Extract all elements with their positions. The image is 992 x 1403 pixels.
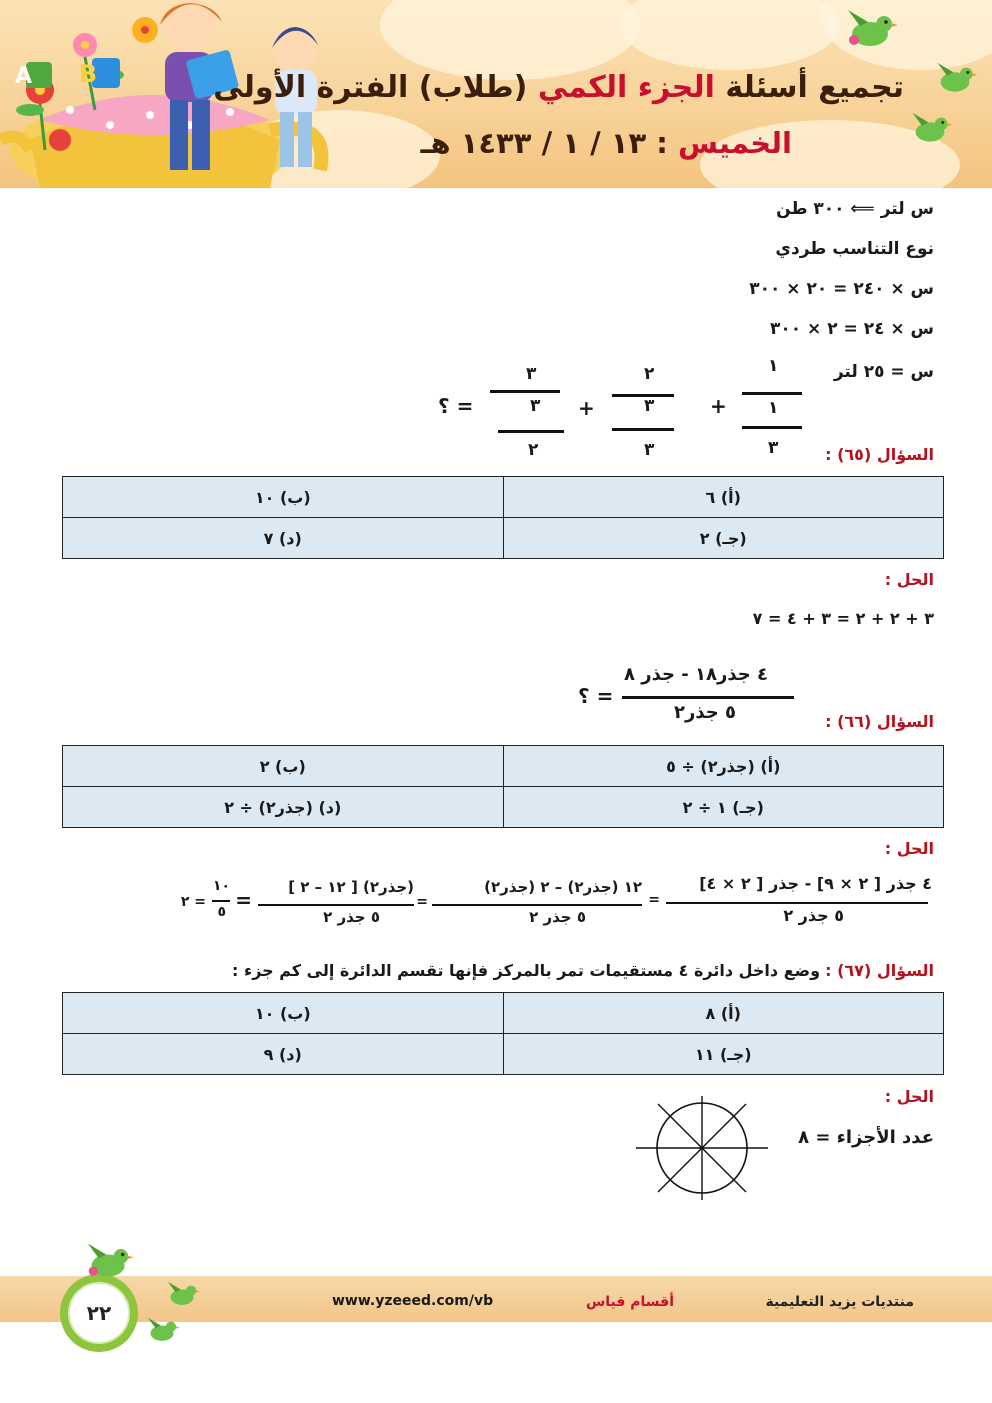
q66-option-d[interactable]: (د) (جذر٢) ÷ ٢	[63, 787, 504, 828]
q65-f2-bar2	[612, 428, 674, 431]
q66-s1-num: ٤ جذر [ ٢ × ٩] - جذر [ ٢ × ٤]	[699, 874, 932, 893]
q66-option-c[interactable]: (جـ) ١ ÷ ٢	[503, 787, 944, 828]
footer-url[interactable]: www.yzeeed.com/vb	[332, 1293, 494, 1309]
q65-f1-top: ١	[768, 356, 779, 376]
footer-forum-name: منتديات يزيد التعليمية	[765, 1294, 914, 1310]
page-number-inner	[68, 1282, 130, 1344]
q66-eq-3: =	[235, 888, 252, 912]
q65-plus-2: +	[578, 396, 595, 420]
title-prefix: تجميع أسئلة	[725, 70, 904, 105]
q67-solution: عدد الأجزاء = ٨	[798, 1127, 934, 1148]
q65-equals: = ؟	[438, 394, 474, 418]
table-row	[63, 993, 944, 1034]
q65-f1-bar1	[742, 392, 802, 395]
bird-icon	[840, 4, 900, 54]
page-header	[0, 0, 992, 188]
q66-equals: = ؟	[578, 684, 614, 708]
bird-icon	[162, 1278, 202, 1310]
q65-f1-mid: ١	[768, 398, 779, 418]
q65-option-a[interactable]: (أ) ٦	[503, 477, 944, 518]
bird-icon	[905, 108, 955, 148]
svg-text:A: A	[14, 64, 32, 89]
footer-section: أقسام قياس	[585, 1294, 674, 1310]
q67-text: وضع داخل دائرة ٤ مستقيمات تمر بالمركز فإنها تقسم الدائرة إلى كم جزء :	[232, 961, 821, 980]
q66-s1-bar	[666, 902, 928, 904]
title-suffix: (طلاب) الفترة الأولى	[213, 70, 528, 105]
q66-fraction-bar	[622, 696, 794, 699]
intro-line-2: نوع التناسب طردي	[775, 239, 934, 259]
q66-eq-1: =	[648, 892, 660, 908]
q65-option-d[interactable]: (د) ٧	[63, 518, 504, 559]
q66-s2-den: ٥ جذر ٢	[529, 908, 586, 926]
q65-solution: ٣ + ٢ + ٢ = ٣ + ٤ = ٧	[752, 609, 934, 628]
q67-option-c[interactable]: (جـ) ١١	[503, 1034, 944, 1075]
intro-line-1: س لتر ⟸ ٣٠٠ طن	[776, 199, 934, 219]
table-row	[63, 746, 944, 787]
q66-option-b[interactable]: (ب) ٢	[63, 746, 504, 787]
q67-label: السؤال (٦٧) :	[825, 961, 934, 980]
q67-option-a[interactable]: (أ) ٨	[503, 993, 944, 1034]
intro-line-3: س × ٢٤٠ = ٢٠ × ٣٠٠	[749, 279, 934, 299]
table-row	[63, 1034, 944, 1075]
table-row	[63, 518, 944, 559]
q65-label: السؤال (٦٥) :	[825, 445, 934, 464]
q66-s2-num: ١٢ (جذر٢) – ٢ (جذر٢)	[484, 878, 642, 896]
q66-s4-num: ١٠	[212, 878, 230, 894]
q65-f1-bar2	[742, 426, 802, 429]
q65-f2-bot: ٣	[644, 440, 655, 460]
q66-numerator: ٤ جذر١٨ - جذر ٨	[624, 664, 768, 685]
date-value: : ١٣ / ١ / ١٤٣٣ هـ	[420, 126, 668, 160]
page-title	[213, 70, 904, 105]
q65-f3-bar1	[490, 390, 560, 393]
svg-text:B: B	[78, 60, 97, 88]
q66-s3-den: ٥ جذر ٢	[323, 908, 380, 926]
q67-question	[232, 961, 934, 980]
q66-eq-2: =	[416, 894, 428, 910]
q66-option-a[interactable]: (أ) (جذر٢) ÷ ٥	[503, 746, 944, 787]
q65-f2-mid: ٣	[644, 396, 655, 416]
date-line	[421, 126, 792, 160]
q66-solution-chain	[170, 872, 936, 936]
intro-line-5: س = ٢٥ لتر	[833, 362, 934, 382]
q66-solution-label: الحل :	[884, 839, 934, 858]
q66-label: السؤال (٦٦) :	[825, 712, 934, 731]
q66-denominator: ٥ جذر٢	[674, 702, 736, 723]
divided-circle-diagram	[636, 1096, 768, 1200]
bird-icon	[80, 1238, 136, 1284]
q67-options-table	[62, 992, 944, 1075]
q65-f2-top: ٢	[644, 364, 655, 384]
q65-plus-1: +	[710, 394, 727, 418]
bird-icon	[930, 58, 980, 98]
q66-s3-num: (جذر٢) [ ١٢ – ٢ ]	[288, 878, 414, 896]
q65-option-b[interactable]: (ب) ١٠	[63, 477, 504, 518]
q65-options-table	[62, 476, 944, 559]
table-row	[63, 477, 944, 518]
day-label: الخميس	[677, 126, 792, 160]
title-highlight: الجزء الكمي	[537, 70, 715, 105]
q65-f1-bot: ٣	[768, 438, 779, 458]
q65-f3-bot: ٢	[528, 440, 539, 460]
q66-s3-bar	[258, 904, 414, 906]
q65-f3-mid: ٣	[530, 396, 541, 416]
table-row	[63, 787, 944, 828]
q65-f3-top: ٣	[526, 364, 537, 384]
q66-result: = ٢	[180, 894, 206, 910]
q65-solution-label: الحل :	[884, 570, 934, 589]
q67-option-b[interactable]: (ب) ١٠	[63, 993, 504, 1034]
q65-f2-bar1	[612, 394, 674, 397]
q66-s1-den: ٥ جذر ٢	[783, 906, 844, 925]
q65-f3-bar2	[498, 430, 564, 433]
q66-options-table	[62, 745, 944, 828]
intro-line-4: س × ٢٤ = ٢ × ٣٠٠	[769, 319, 934, 339]
q66-s4-bar	[212, 900, 230, 902]
q67-option-d[interactable]: (د) ٩	[63, 1034, 504, 1075]
page-number: ٢٢	[86, 1301, 112, 1325]
q66-expression	[578, 660, 798, 732]
q65-option-c[interactable]: (جـ) ٢	[503, 518, 944, 559]
bird-icon	[142, 1314, 182, 1346]
q66-s2-bar	[432, 904, 642, 906]
q67-solution-label: الحل :	[884, 1087, 934, 1106]
q65-expression	[430, 356, 810, 462]
q66-s4-den: ٥	[217, 904, 226, 920]
